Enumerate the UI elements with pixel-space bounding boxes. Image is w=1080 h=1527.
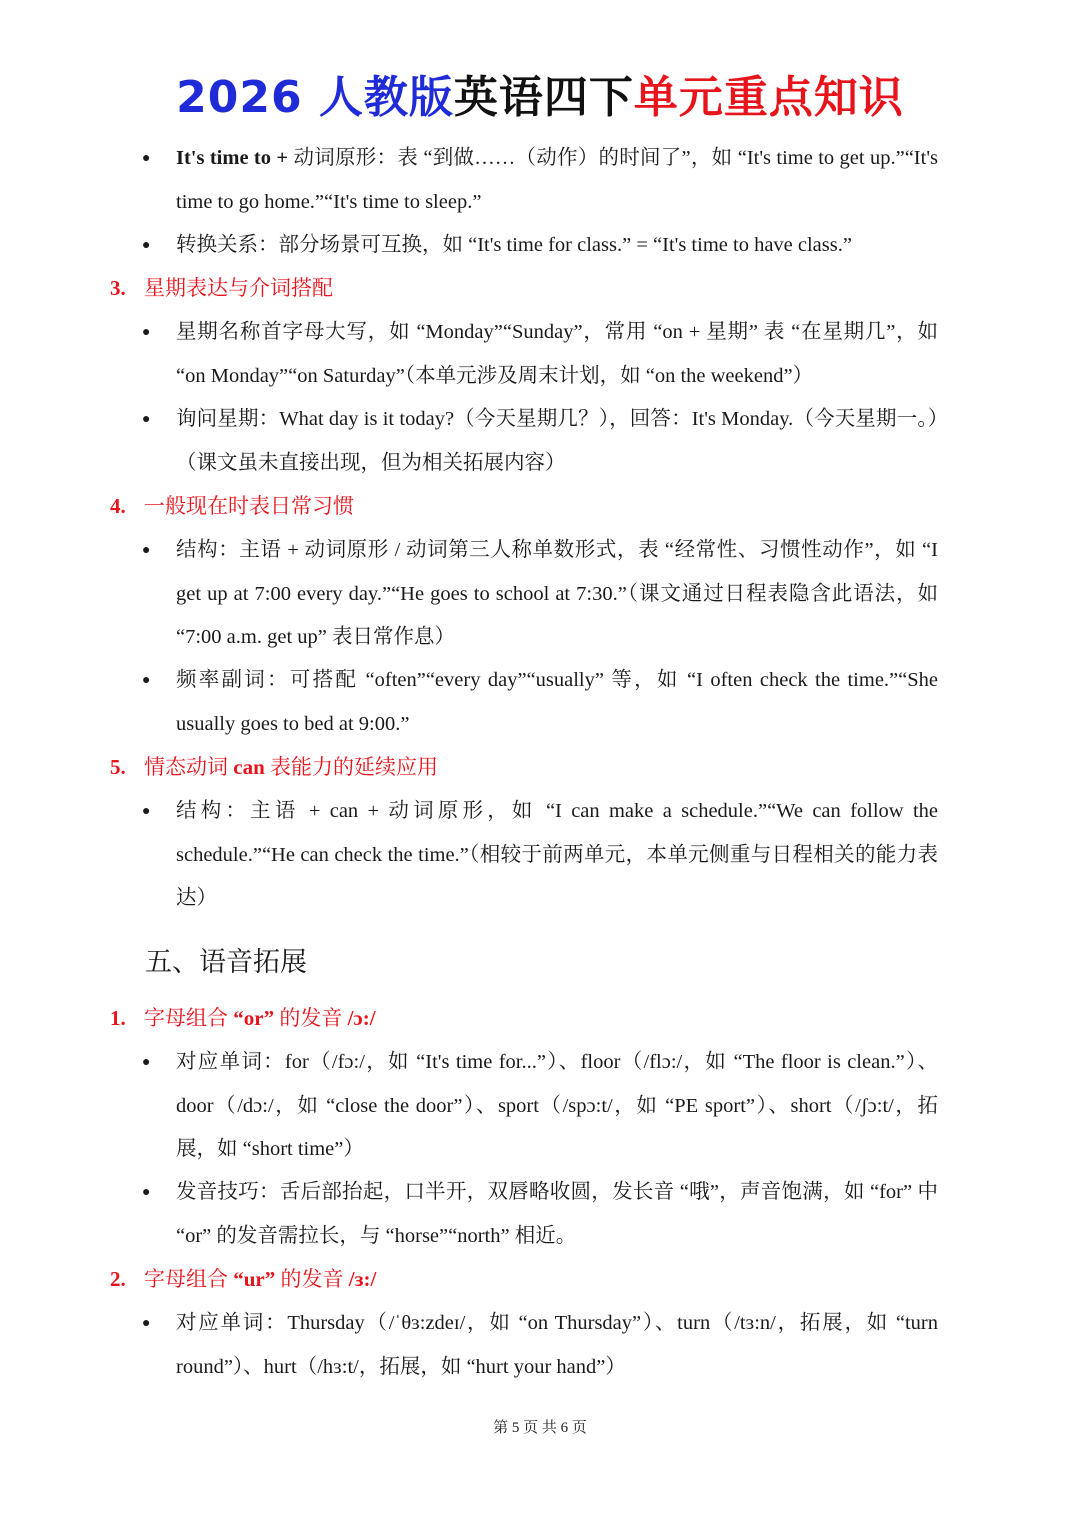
heading-text-post: 的发音 [275, 1267, 349, 1291]
heading-text-pre: 字母组合 [144, 1006, 234, 1030]
bullet-text: 结构：主语 + can + 动词原形，如 “I can make a schedule.”“We can follow the schedule.”“He can check the time.”（相较于前两单元，本单元侧重与日程相关的能力表达） [176, 800, 938, 910]
bullet-frequency-adverbs [142, 659, 938, 746]
heading-text-bold: “ur” [233, 1267, 276, 1291]
page-title [0, 68, 1080, 128]
bullet-its-time-to [142, 137, 938, 224]
bullet-text: 结构：主语 + 动词原形 / 动词第三人称单数形式，表 “经常性、习惯性动作”，如 “I get up at 7:00 every day.”“He goes to school at 7:30.”（课文通过日程表隐含此语法，如 “7:00 a.m. get up” 表日常作息） [176, 539, 938, 649]
heading-3 [110, 267, 333, 310]
heading-text-pre: 情态动词 [144, 755, 234, 779]
bullet-dot-icon: ● [142, 1316, 151, 1331]
bullet-can-structure [142, 790, 938, 921]
heading-text-post: 的发音 [274, 1006, 348, 1030]
heading-text: 星期表达与介词搭配 [144, 276, 333, 300]
bullet-dot-icon: ● [142, 673, 151, 688]
bullet-text: 对应单词：for（/fɔ:/，如 “It's time for...”）、floor（/flɔ:/，如 “The floor is clean.”）、door（/dɔ:/，如 “close the door”）、sport（/spɔ:t/，如 “PE sport”）、short（/ʃɔ:t/，拓展，如 “short time”） [176, 1051, 938, 1161]
bullet-ur-words [142, 1302, 938, 1389]
heading-number: 5. [110, 755, 126, 779]
bullet-dot-icon: ● [142, 804, 151, 819]
bullet-text: 星期名称首字母大写，如 “Monday”“Sunday”，常用 “on + 星期” 表 “在星期几”，如 “on Monday”“on Saturday”（本单元涉及周末计划，如 “on the weekend”） [176, 321, 938, 387]
heading-number: 2. [110, 1267, 126, 1291]
bullet-dot-icon: ● [142, 543, 151, 558]
heading-text-pre: 字母组合 [144, 1267, 234, 1291]
bullet-conversion [142, 224, 938, 268]
bullet-dot-icon: ● [142, 1055, 151, 1070]
heading-ipa: /ɔ:/ [347, 1006, 376, 1030]
heading-text-post: 表能力的延续应用 [264, 755, 438, 779]
bullet-text: 频率副词：可搭配 “often”“every day”“usually” 等，如 “I often check the time.”“She usually goes to bed at 9:00.” [176, 669, 938, 735]
heading-text: 一般现在时表日常习惯 [144, 494, 354, 518]
bullet-dot-icon: ● [142, 412, 151, 427]
bullet-dot-icon: ● [142, 151, 151, 166]
phonics-heading-ur [110, 1258, 376, 1301]
bullet-dot-icon: ● [142, 238, 151, 253]
heading-4 [110, 485, 354, 528]
bullet-dot-icon: ● [142, 1185, 151, 1200]
bullet-text: 对应单词：Thursday（/ˈθɜ:zdeɪ/，如 “on Thursday”）、turn（/tɜ:n/，拓展，如 “turn round”）、hurt（/hɜ:t/，拓展，如 “hurt your hand”） [176, 1312, 938, 1378]
title-part3: 单元重点知识 [633, 72, 904, 123]
section-heading-phonics: 五、语音拓展 [145, 947, 307, 977]
phonics-heading-or [110, 997, 376, 1040]
heading-ipa: /ɜ:/ [348, 1267, 377, 1291]
title-part2: 英语四下 [453, 72, 634, 123]
bullet-text: 询问星期：What day is it today?（今天星期几？），回答：It's Monday.（今天星期一。）（课文虽未直接出现，但为相关拓展内容） [176, 408, 938, 474]
title-part1: 人教版 [302, 72, 454, 123]
bullet-or-technique [142, 1171, 938, 1258]
bullet-ask-weekday [142, 398, 938, 485]
bullet-or-words [142, 1041, 938, 1172]
heading-text-bold: can [233, 755, 265, 779]
heading-5 [110, 746, 438, 789]
bullet-weekday-names [142, 311, 938, 398]
bullet-text: 动词原形：表 “到做……（动作）的时间了”，如 “It's time to get up.”“It's time to go home.”“It's time to sleep.” [176, 147, 938, 213]
bullet-present-structure [142, 529, 938, 660]
bullet-text: 发音技巧：舌后部抬起，口半开，双唇略收圆，发长音 “哦”，声音饱满，如 “for” 中 “or” 的发音需拉长，与 “horse”“north” 相近。 [176, 1181, 938, 1247]
bullet-bold: It's time to + [176, 147, 289, 169]
bullet-dot-icon: ● [142, 325, 151, 340]
heading-number: 1. [110, 1006, 126, 1030]
page-footer: 第 5 页 共 6 页 [493, 1420, 587, 1436]
heading-text-bold: “or” [233, 1006, 275, 1030]
bullet-text: 转换关系：部分场景可互换，如 “It's time for class.” = “It's time to have class.” [176, 234, 852, 256]
heading-number: 3. [110, 276, 126, 300]
heading-number: 4. [110, 494, 126, 518]
title-year: 2026 [176, 72, 303, 123]
